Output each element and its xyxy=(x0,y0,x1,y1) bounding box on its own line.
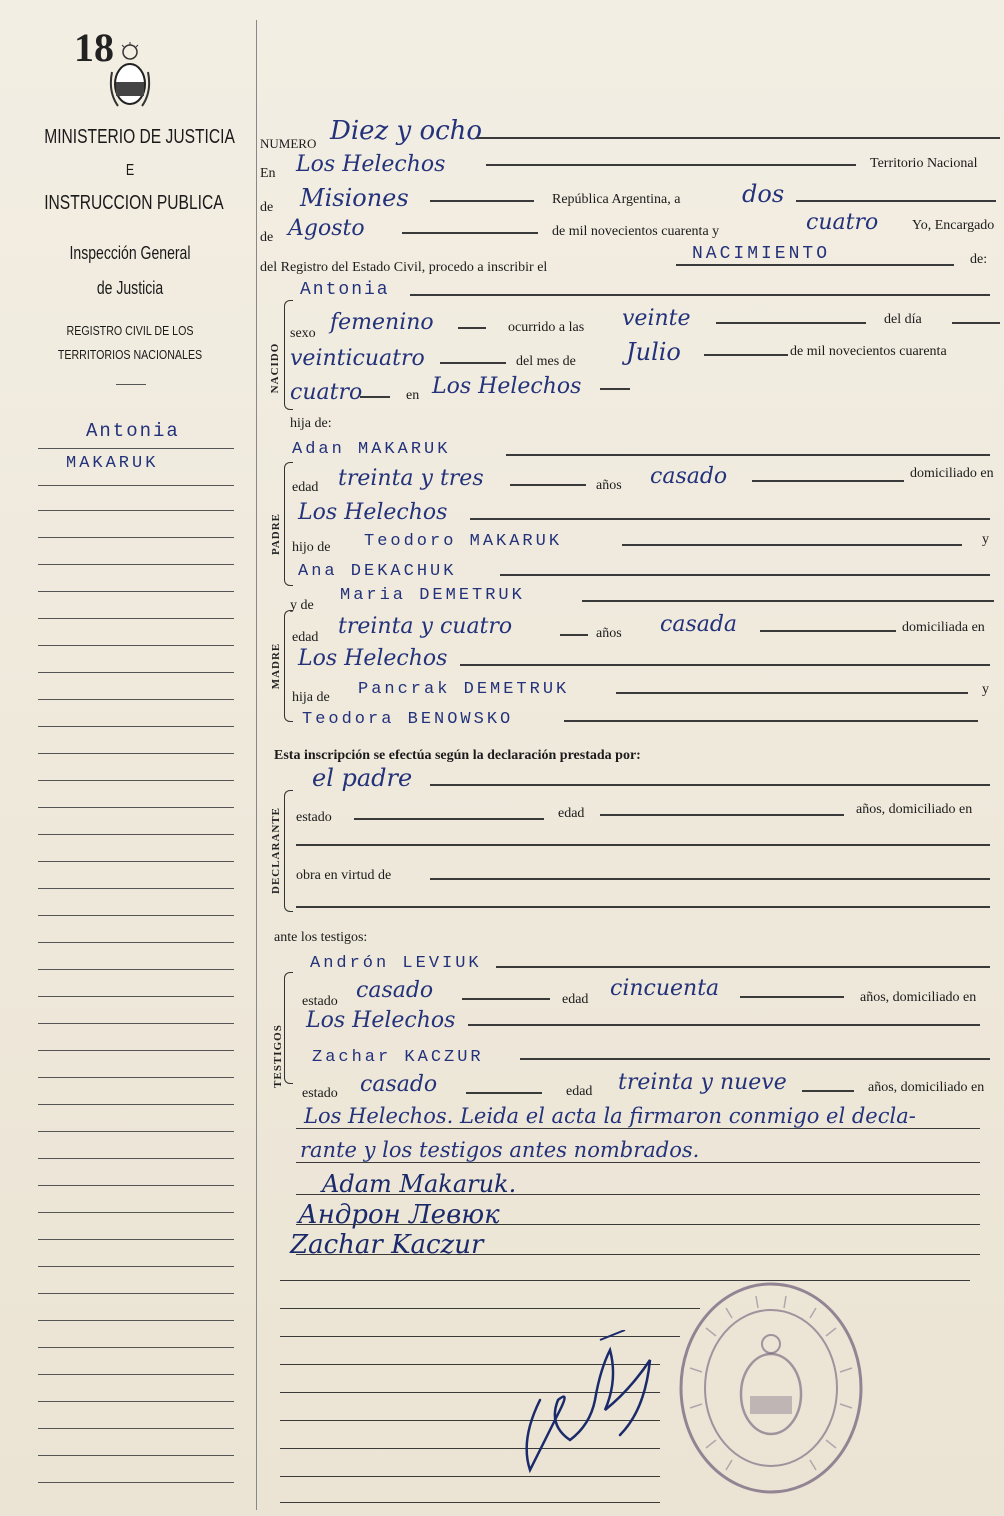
nacido-en-label: en xyxy=(406,388,420,403)
signature-father: Adam Makaruk. xyxy=(322,1170,517,1198)
madre-age-line xyxy=(560,634,588,636)
y-de-label: y de xyxy=(290,598,314,613)
declarante-estado-label: estado xyxy=(296,810,332,825)
padre-anos-label: años xyxy=(596,478,622,493)
madre-father-line xyxy=(616,692,968,694)
madre-mother: Teodora BENOWSKO xyxy=(302,710,514,729)
margin-first-name: Antonia xyxy=(86,420,180,442)
madre-domicile: Los Helechos xyxy=(298,646,448,671)
signature-witness1: Андрон Левюк xyxy=(298,1200,500,1230)
de-line xyxy=(430,200,534,202)
year-value: cuatro xyxy=(806,210,879,235)
day-value: dos xyxy=(742,180,785,208)
encargado-label: Yo, Encargado xyxy=(912,218,995,233)
en-value: Los Helechos xyxy=(296,152,446,177)
official-stamp xyxy=(676,1278,866,1498)
nacido-year-label: de mil novecientos cuarenta xyxy=(790,344,947,359)
madre-name-line xyxy=(582,600,994,602)
padre-mother-line xyxy=(500,574,990,576)
padre-father-line xyxy=(622,544,962,546)
nacido-place: Los Helechos xyxy=(432,374,582,399)
ocurrido-label: ocurrido a las xyxy=(508,320,585,335)
numero-value: Diez y ocho xyxy=(330,116,483,146)
nacido-name-line xyxy=(410,294,990,296)
de-value: Misiones xyxy=(300,184,409,212)
testigos-label: TESTIGOS xyxy=(272,1024,284,1088)
madre-domicile-line xyxy=(460,664,990,666)
obra-line xyxy=(430,878,990,880)
hija-de-label: hija de: xyxy=(290,416,332,431)
del-mes-label: del mes de xyxy=(516,354,576,369)
signature-witness2: Zachar Kaczur xyxy=(290,1230,484,1260)
w2-age-line xyxy=(802,1090,854,1092)
margin-surname: MAKARUK xyxy=(66,454,159,473)
ministry-line2: INSTRUCCION PUBLICA xyxy=(44,192,224,214)
nacido-day-line xyxy=(440,362,506,364)
registro-label: del Registro del Estado Civil, procedo a inscribir el xyxy=(260,260,548,275)
en-line xyxy=(486,164,856,166)
padre-estado-line xyxy=(752,480,904,482)
nacido-day: veinticuatro xyxy=(290,346,425,371)
registry-line1: REGISTRO CIVIL DE LOS xyxy=(66,323,194,338)
padre-domicile-line xyxy=(470,518,990,520)
padre-age-line xyxy=(510,484,586,486)
declarante-name: el padre xyxy=(312,764,413,792)
coat-of-arms xyxy=(108,42,152,114)
sexo-label: sexo xyxy=(290,326,316,341)
madre-domiciliada-label: domiciliada en xyxy=(902,620,985,635)
witness2-name-line xyxy=(520,1058,990,1060)
padre-edad-label: edad xyxy=(292,480,319,495)
hour-value: veinte xyxy=(622,306,691,331)
nacido-year: cuatro xyxy=(290,380,363,405)
testigos-bracket xyxy=(284,972,293,1084)
nacido-year-line xyxy=(360,396,390,398)
republica-label: República Argentina, a xyxy=(552,192,681,207)
registry-line2: TERRITORIOS NACIONALES xyxy=(57,347,203,362)
day-line xyxy=(796,200,996,202)
madre-estado-line xyxy=(760,630,896,632)
padre-domiciliado-label: domiciliado en xyxy=(910,466,994,481)
madre-label: MADRE xyxy=(270,642,282,690)
madre-mother-line xyxy=(564,720,978,722)
inspection-line2: de Justicia xyxy=(96,278,164,298)
de3-label: de: xyxy=(970,252,988,267)
testigos-intro: ante los testigos: xyxy=(274,930,368,945)
madre-name: Maria DEMETRUK xyxy=(340,586,525,605)
declarante-edad-label: edad xyxy=(558,806,585,821)
madre-hija-de-label: hija de xyxy=(292,690,330,705)
year-label: de mil novecientos cuarenta y xyxy=(552,224,720,239)
obra-label: obra en virtud de xyxy=(296,868,392,883)
w1-domicile: Los Helechos xyxy=(306,1008,456,1033)
witness2-name: Zachar KACZUR xyxy=(312,1048,484,1067)
numero-line xyxy=(476,137,1000,139)
w2-anos-label: años, domiciliado en xyxy=(868,1080,985,1095)
declarante-edad-line xyxy=(600,814,844,816)
witness1-name-line xyxy=(496,966,990,968)
nacido-month: Julio xyxy=(626,338,681,366)
hijo-de-label: hijo de xyxy=(292,540,331,555)
w1-edad-label: edad xyxy=(562,992,589,1007)
header-rule xyxy=(116,384,146,385)
declarante-estado-line xyxy=(354,818,544,820)
declarante-intro: Esta inscripción se efectúa según la declaración prestada por: xyxy=(274,748,641,763)
madre-age: treinta y cuatro xyxy=(338,614,513,639)
padre-age: treinta y tres xyxy=(338,466,484,491)
padre-father: Teodoro MAKARUK xyxy=(364,532,563,551)
closing-line-2 xyxy=(296,1162,980,1163)
closing-line2: rante y los testigos antes nombrados. xyxy=(300,1138,700,1162)
w2-estado-line xyxy=(466,1092,542,1094)
nacido-month-line xyxy=(704,354,788,356)
page-number: 18 xyxy=(74,25,114,70)
w1-estado-line xyxy=(462,998,550,1000)
margin-rule xyxy=(38,485,234,486)
w2-age: treinta y nueve xyxy=(618,1070,787,1095)
sexo-line xyxy=(458,327,486,329)
w1-estado: casado xyxy=(356,978,434,1003)
inspection-line1: Inspección General xyxy=(69,243,191,263)
w1-age-line xyxy=(740,996,844,998)
padre-domicile: Los Helechos xyxy=(298,500,448,525)
del-dia-label: del día xyxy=(884,312,922,327)
padre-name: Adan MAKARUK xyxy=(292,440,451,459)
padre-estado: casado xyxy=(650,464,728,489)
declarante-label: DECLARANTE xyxy=(270,806,282,894)
declarante-bracket xyxy=(284,790,293,912)
declarante-anos-label: años, domiciliado en xyxy=(856,802,973,817)
w1-estado-label: estado xyxy=(302,994,338,1009)
margin-divider xyxy=(256,20,257,1510)
padre-mother: Ana DEKACHUK xyxy=(298,562,457,581)
madre-father: Pancrak DEMETRUK xyxy=(358,680,570,699)
de-label: de xyxy=(260,200,274,215)
del-dia-line xyxy=(952,322,1000,324)
nacido-place-line xyxy=(600,388,630,390)
territorio-label: Territorio Nacional xyxy=(870,156,978,171)
de2-label: de xyxy=(260,230,274,245)
padre-label: PADRE xyxy=(270,512,282,556)
w1-age: cincuenta xyxy=(610,976,720,1001)
month-value: Agosto xyxy=(288,216,365,241)
month-line xyxy=(402,232,538,234)
declarante-name-line xyxy=(430,784,990,786)
officer-signature xyxy=(500,1330,680,1480)
declarante-line-3 xyxy=(296,906,990,908)
margin-rule xyxy=(38,448,234,449)
nacido-label: NACIDO xyxy=(269,342,281,394)
w2-closing: Los Helechos. Leida el acta la firmaron conmigo el decla- xyxy=(304,1104,916,1128)
nacido-name: Antonia xyxy=(300,280,390,300)
madre-anos-label: años xyxy=(596,626,622,641)
w2-estado: casado xyxy=(360,1072,438,1097)
witness1-name: Andrón LEVIUK xyxy=(310,954,482,973)
numero-label: NUMERO xyxy=(260,136,317,151)
madre-y-label: y xyxy=(982,682,989,697)
act-type: NACIMIENTO xyxy=(692,244,831,264)
padre-name-line xyxy=(506,454,990,456)
closing-line-1 xyxy=(296,1128,980,1129)
padre-y-label: y xyxy=(982,532,989,547)
hour-line xyxy=(716,322,866,324)
en-label: En xyxy=(260,166,276,181)
w1-domicile-line xyxy=(468,1024,980,1026)
declarante-line-2 xyxy=(296,844,990,846)
w2-estado-label: estado xyxy=(302,1086,338,1101)
w1-anos-label: años, domiciliado en xyxy=(860,990,977,1005)
ministry-and: E xyxy=(125,162,135,179)
ministry-line1: MINISTERIO DE JUSTICIA xyxy=(44,126,235,148)
madre-estado: casada xyxy=(660,612,738,637)
sexo-value: femenino xyxy=(330,310,434,335)
w2-edad-label: edad xyxy=(566,1084,593,1099)
madre-edad-label: edad xyxy=(292,630,319,645)
act-line xyxy=(676,264,954,266)
